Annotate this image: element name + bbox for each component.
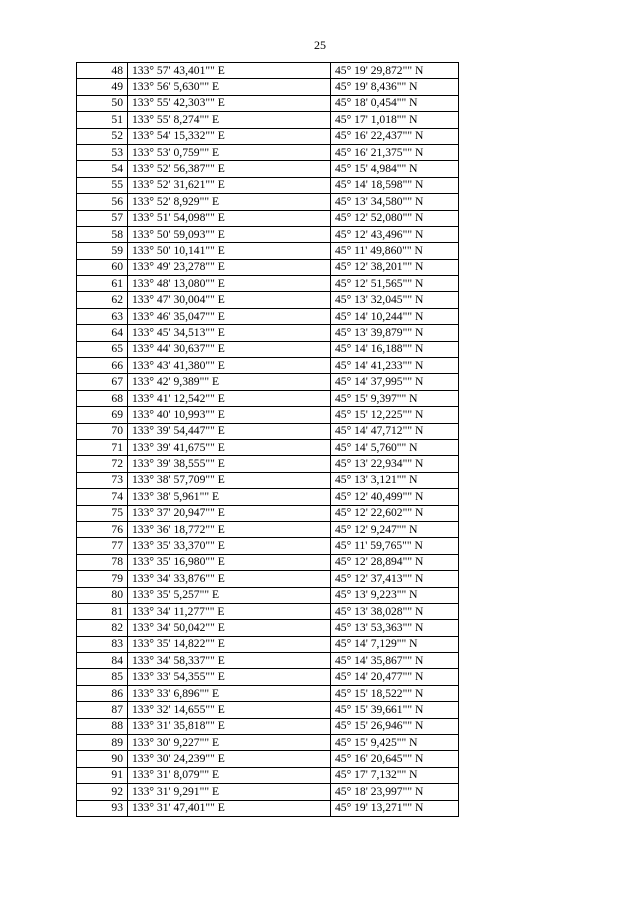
point-number-cell: 88 xyxy=(77,718,128,734)
longitude-cell: 133° 39' 54,447"" E xyxy=(128,423,331,439)
point-number-cell: 49 xyxy=(77,79,128,95)
table-row xyxy=(77,489,459,505)
latitude-cell: 45° 19' 8,436"" N xyxy=(331,79,459,95)
point-number-cell: 56 xyxy=(77,194,128,210)
table-row xyxy=(77,571,459,587)
point-number-cell: 79 xyxy=(77,571,128,587)
table-row xyxy=(77,161,459,177)
longitude-cell: 133° 52' 56,387"" E xyxy=(128,161,331,177)
table-row xyxy=(77,325,459,341)
point-number-cell: 60 xyxy=(77,259,128,275)
latitude-cell: 45° 15' 4,984"" N xyxy=(331,161,459,177)
table-row xyxy=(77,276,459,292)
latitude-cell: 45° 14' 47,712"" N xyxy=(331,423,459,439)
longitude-cell: 133° 52' 8,929"" E xyxy=(128,194,331,210)
latitude-cell: 45° 11' 59,765"" N xyxy=(331,538,459,554)
table-row xyxy=(77,587,459,603)
point-number-cell: 92 xyxy=(77,784,128,800)
coordinates-table-body xyxy=(77,63,459,817)
point-number-cell: 74 xyxy=(77,489,128,505)
table-row xyxy=(77,194,459,210)
table-row xyxy=(77,784,459,800)
longitude-cell: 133° 50' 59,093"" E xyxy=(128,226,331,242)
latitude-cell: 45° 16' 22,437"" N xyxy=(331,128,459,144)
latitude-cell: 45° 14' 41,233"" N xyxy=(331,358,459,374)
latitude-cell: 45° 15' 26,946"" N xyxy=(331,718,459,734)
longitude-cell: 133° 49' 23,278"" E xyxy=(128,259,331,275)
latitude-cell: 45° 14' 18,598"" N xyxy=(331,177,459,193)
longitude-cell: 133° 48' 13,080"" E xyxy=(128,276,331,292)
table-row xyxy=(77,603,459,619)
table-row xyxy=(77,63,459,79)
table-row xyxy=(77,751,459,767)
longitude-cell: 133° 56' 5,630"" E xyxy=(128,79,331,95)
longitude-cell: 133° 44' 30,637"" E xyxy=(128,341,331,357)
longitude-cell: 133° 55' 8,274"" E xyxy=(128,112,331,128)
table-row xyxy=(77,439,459,455)
latitude-cell: 45° 13' 32,045"" N xyxy=(331,292,459,308)
table-row xyxy=(77,177,459,193)
table-row xyxy=(77,210,459,226)
table-row xyxy=(77,718,459,734)
point-number-cell: 87 xyxy=(77,702,128,718)
point-number-cell: 80 xyxy=(77,587,128,603)
longitude-cell: 133° 45' 34,513"" E xyxy=(128,325,331,341)
table-row xyxy=(77,95,459,111)
latitude-cell: 45° 14' 20,477"" N xyxy=(331,669,459,685)
latitude-cell: 45° 13' 3,121"" N xyxy=(331,472,459,488)
latitude-cell: 45° 18' 23,997"" N xyxy=(331,784,459,800)
longitude-cell: 133° 35' 5,257"" E xyxy=(128,587,331,603)
longitude-cell: 133° 40' 10,993"" E xyxy=(128,407,331,423)
latitude-cell: 45° 13' 9,223"" N xyxy=(331,587,459,603)
longitude-cell: 133° 31' 47,401"" E xyxy=(128,800,331,816)
longitude-cell: 133° 38' 5,961"" E xyxy=(128,489,331,505)
table-row xyxy=(77,554,459,570)
latitude-cell: 45° 18' 0,454"" N xyxy=(331,95,459,111)
point-number-cell: 66 xyxy=(77,358,128,374)
latitude-cell: 45° 12' 9,247"" N xyxy=(331,521,459,537)
point-number-cell: 69 xyxy=(77,407,128,423)
table-row xyxy=(77,112,459,128)
longitude-cell: 133° 31' 8,079"" E xyxy=(128,767,331,783)
longitude-cell: 133° 57' 43,401"" E xyxy=(128,63,331,79)
table-row xyxy=(77,292,459,308)
point-number-cell: 50 xyxy=(77,95,128,111)
latitude-cell: 45° 14' 10,244"" N xyxy=(331,308,459,324)
longitude-cell: 133° 54' 15,332"" E xyxy=(128,128,331,144)
point-number-cell: 75 xyxy=(77,505,128,521)
latitude-cell: 45° 13' 22,934"" N xyxy=(331,456,459,472)
longitude-cell: 133° 30' 9,227"" E xyxy=(128,735,331,751)
point-number-cell: 61 xyxy=(77,276,128,292)
latitude-cell: 45° 12' 22,602"" N xyxy=(331,505,459,521)
table-row xyxy=(77,456,459,472)
latitude-cell: 45° 15' 12,225"" N xyxy=(331,407,459,423)
point-number-cell: 91 xyxy=(77,767,128,783)
point-number-cell: 84 xyxy=(77,653,128,669)
longitude-cell: 133° 33' 54,355"" E xyxy=(128,669,331,685)
longitude-cell: 133° 35' 14,822"" E xyxy=(128,636,331,652)
longitude-cell: 133° 32' 14,655"" E xyxy=(128,702,331,718)
table-row xyxy=(77,374,459,390)
latitude-cell: 45° 12' 28,894"" N xyxy=(331,554,459,570)
point-number-cell: 53 xyxy=(77,144,128,160)
point-number-cell: 67 xyxy=(77,374,128,390)
latitude-cell: 45° 17' 7,132"" N xyxy=(331,767,459,783)
point-number-cell: 68 xyxy=(77,390,128,406)
point-number-cell: 85 xyxy=(77,669,128,685)
latitude-cell: 45° 14' 16,188"" N xyxy=(331,341,459,357)
longitude-cell: 133° 36' 18,772"" E xyxy=(128,521,331,537)
table-row xyxy=(77,636,459,652)
table-row xyxy=(77,144,459,160)
point-number-cell: 51 xyxy=(77,112,128,128)
point-number-cell: 76 xyxy=(77,521,128,537)
latitude-cell: 45° 15' 9,425"" N xyxy=(331,735,459,751)
latitude-cell: 45° 12' 38,201"" N xyxy=(331,259,459,275)
table-row xyxy=(77,800,459,816)
latitude-cell: 45° 15' 39,661"" N xyxy=(331,702,459,718)
latitude-cell: 45° 12' 52,080"" N xyxy=(331,210,459,226)
point-number-cell: 63 xyxy=(77,308,128,324)
latitude-cell: 45° 14' 5,760"" N xyxy=(331,439,459,455)
longitude-cell: 133° 35' 33,370"" E xyxy=(128,538,331,554)
longitude-cell: 133° 43' 41,380"" E xyxy=(128,358,331,374)
point-number-cell: 71 xyxy=(77,439,128,455)
table-row xyxy=(77,79,459,95)
longitude-cell: 133° 52' 31,621"" E xyxy=(128,177,331,193)
latitude-cell: 45° 12' 37,413"" N xyxy=(331,571,459,587)
longitude-cell: 133° 39' 38,555"" E xyxy=(128,456,331,472)
longitude-cell: 133° 34' 50,042"" E xyxy=(128,620,331,636)
latitude-cell: 45° 17' 1,018"" N xyxy=(331,112,459,128)
table-row xyxy=(77,669,459,685)
table-row xyxy=(77,226,459,242)
point-number-cell: 62 xyxy=(77,292,128,308)
point-number-cell: 59 xyxy=(77,243,128,259)
point-number-cell: 89 xyxy=(77,735,128,751)
point-number-cell: 70 xyxy=(77,423,128,439)
table-row xyxy=(77,538,459,554)
latitude-cell: 45° 13' 38,028"" N xyxy=(331,603,459,619)
point-number-cell: 83 xyxy=(77,636,128,652)
table-row xyxy=(77,472,459,488)
table-row xyxy=(77,390,459,406)
latitude-cell: 45° 14' 7,129"" N xyxy=(331,636,459,652)
latitude-cell: 45° 16' 20,645"" N xyxy=(331,751,459,767)
point-number-cell: 82 xyxy=(77,620,128,636)
longitude-cell: 133° 34' 58,337"" E xyxy=(128,653,331,669)
table-row xyxy=(77,767,459,783)
latitude-cell: 45° 14' 37,995"" N xyxy=(331,374,459,390)
longitude-cell: 133° 33' 6,896"" E xyxy=(128,685,331,701)
longitude-cell: 133° 51' 54,098"" E xyxy=(128,210,331,226)
table-row xyxy=(77,308,459,324)
coordinates-table xyxy=(76,62,459,817)
longitude-cell: 133° 30' 24,239"" E xyxy=(128,751,331,767)
latitude-cell: 45° 19' 13,271"" N xyxy=(331,800,459,816)
point-number-cell: 72 xyxy=(77,456,128,472)
latitude-cell: 45° 13' 39,879"" N xyxy=(331,325,459,341)
table-row xyxy=(77,653,459,669)
longitude-cell: 133° 42' 9,389"" E xyxy=(128,374,331,390)
longitude-cell: 133° 55' 42,303"" E xyxy=(128,95,331,111)
latitude-cell: 45° 12' 43,496"" N xyxy=(331,226,459,242)
latitude-cell: 45° 19' 29,872"" N xyxy=(331,63,459,79)
latitude-cell: 45° 12' 51,565"" N xyxy=(331,276,459,292)
table-row xyxy=(77,259,459,275)
latitude-cell: 45° 16' 21,375"" N xyxy=(331,144,459,160)
longitude-cell: 133° 34' 11,277"" E xyxy=(128,603,331,619)
longitude-cell: 133° 39' 41,675"" E xyxy=(128,439,331,455)
latitude-cell: 45° 13' 53,363"" N xyxy=(331,620,459,636)
table-row xyxy=(77,341,459,357)
longitude-cell: 133° 41' 12,542"" E xyxy=(128,390,331,406)
table-row xyxy=(77,685,459,701)
latitude-cell: 45° 12' 40,499"" N xyxy=(331,489,459,505)
table-row xyxy=(77,735,459,751)
point-number-cell: 65 xyxy=(77,341,128,357)
latitude-cell: 45° 15' 9,397"" N xyxy=(331,390,459,406)
point-number-cell: 58 xyxy=(77,226,128,242)
point-number-cell: 90 xyxy=(77,751,128,767)
point-number-cell: 55 xyxy=(77,177,128,193)
longitude-cell: 133° 34' 33,876"" E xyxy=(128,571,331,587)
table-row xyxy=(77,128,459,144)
table-row xyxy=(77,407,459,423)
latitude-cell: 45° 14' 35,867"" N xyxy=(331,653,459,669)
longitude-cell: 133° 50' 10,141"" E xyxy=(128,243,331,259)
table-row xyxy=(77,620,459,636)
point-number-cell: 54 xyxy=(77,161,128,177)
point-number-cell: 73 xyxy=(77,472,128,488)
longitude-cell: 133° 46' 35,047"" E xyxy=(128,308,331,324)
table-row xyxy=(77,521,459,537)
table-row xyxy=(77,702,459,718)
point-number-cell: 52 xyxy=(77,128,128,144)
table-row xyxy=(77,423,459,439)
table-row xyxy=(77,505,459,521)
longitude-cell: 133° 53' 0,759"" E xyxy=(128,144,331,160)
latitude-cell: 45° 11' 49,860"" N xyxy=(331,243,459,259)
page-number: 25 xyxy=(314,38,326,52)
table-row xyxy=(77,243,459,259)
point-number-cell: 78 xyxy=(77,554,128,570)
longitude-cell: 133° 37' 20,947"" E xyxy=(128,505,331,521)
latitude-cell: 45° 13' 34,580"" N xyxy=(331,194,459,210)
point-number-cell: 81 xyxy=(77,603,128,619)
longitude-cell: 133° 35' 16,980"" E xyxy=(128,554,331,570)
point-number-cell: 93 xyxy=(77,800,128,816)
latitude-cell: 45° 15' 18,522"" N xyxy=(331,685,459,701)
point-number-cell: 57 xyxy=(77,210,128,226)
table-row xyxy=(77,358,459,374)
longitude-cell: 133° 38' 57,709"" E xyxy=(128,472,331,488)
longitude-cell: 133° 47' 30,004"" E xyxy=(128,292,331,308)
longitude-cell: 133° 31' 35,818"" E xyxy=(128,718,331,734)
point-number-cell: 64 xyxy=(77,325,128,341)
point-number-cell: 77 xyxy=(77,538,128,554)
point-number-cell: 86 xyxy=(77,685,128,701)
longitude-cell: 133° 31' 9,291"" E xyxy=(128,784,331,800)
point-number-cell: 48 xyxy=(77,63,128,79)
